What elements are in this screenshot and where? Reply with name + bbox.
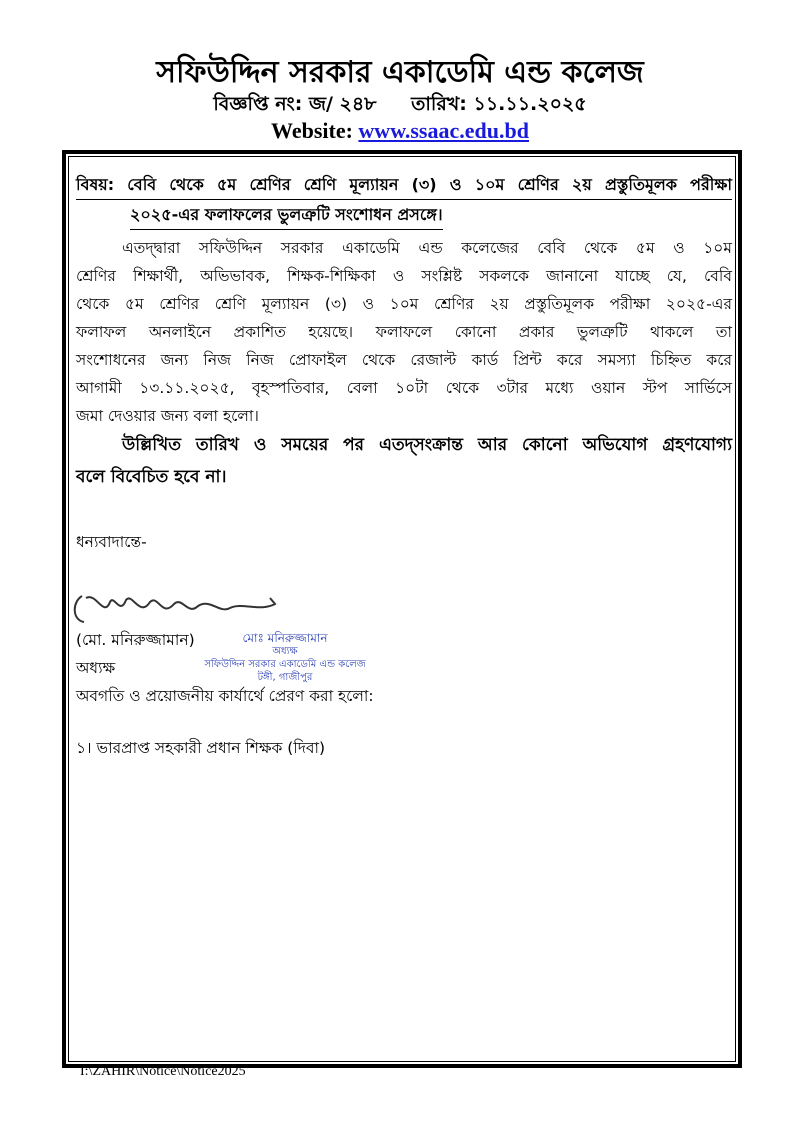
recipient-item: ১। ভারপ্রাপ্ত সহকারী প্রধান শিক্ষক (দিবা): [76, 739, 326, 757]
seal-name: মোঃ মনিরুজ্জামান: [242, 631, 328, 645]
warning-line: বলে বিবেচিত হবে না।: [76, 467, 227, 487]
signatory-designation: অধ্যক্ষ: [76, 659, 116, 677]
website-link[interactable]: www.ssaac.edu.bd: [358, 118, 529, 143]
body-line: জমা দেওয়ার জন্য বলা হলো।: [76, 407, 259, 425]
closing-thanks: ধন্যবাদান্তে-: [76, 533, 147, 551]
forwarding-note: অবগতি ও প্রয়োজনীয় কার্যার্থে প্রেরণ করা হলো:: [76, 687, 374, 705]
subject-line-2: ২০২৫-এর ফলাফলের ভুলত্রুটি সংশোধন প্রসঙ্গে।: [130, 202, 443, 230]
seal-title: অধ্যক্ষ: [272, 646, 298, 657]
notice-number: বিজ্ঞপ্তি নং: জ/ ২৪৮: [213, 93, 377, 115]
website-line: [0, 118, 800, 144]
body-line: ফলাফল অনলাইনে প্রকাশিত হয়েছে। ফলাফলে কোনো প্রকার ভুলত্রুটি থাকলে তা: [76, 323, 732, 341]
seal-institution: সফিউদ্দিন সরকার একাডেমি এন্ড কলেজ: [204, 659, 366, 670]
signature-image: [70, 588, 290, 628]
body-line: এতদ্দ্বারা সফিউদ্দিন সরকার একাডেমি এন্ড কলেজের বেবি থেকে ৫ম ও ১০ম: [122, 239, 732, 257]
notice-date: তারিখ: ১১.১১.২০২৫: [411, 93, 587, 115]
body-line: শ্রেণির শিক্ষার্থী, অভিভাবক, শিক্ষক-শিক্ষিকা ও সংশ্লিষ্ট সকলকে জানানো যাচ্ছে যে, বেবি: [76, 267, 732, 285]
subject-line-1: বিষয়: বেবি থেকে ৫ম শ্রেণির শ্রেণি মূল্যায়ন (৩) ও ১০ম শ্রেণির ২য় প্রস্তুতিমূলক পরীক্ষা: [76, 172, 732, 200]
warning-line: উল্লিখিত তারিখ ও সময়ের পর এতদ্সংক্রান্ত আর কোনো অভিযোগ গ্রহণযোগ্য: [122, 435, 732, 455]
body-line: আগামী ১৩.১১.২০২৫, বৃহস্পতিবার, বেলা ১০টা থেকে ৩টার মধ্যে ওয়ান স্টপ সার্ভিসে: [76, 379, 732, 397]
seal-location: টঙ্গী, গাজীপুর: [257, 672, 313, 683]
website-label: Website:: [271, 118, 353, 143]
official-seal: [175, 632, 395, 684]
body-line: থেকে ৫ম শ্রেণির শ্রেণি মূল্যায়ন (৩) ও ১০ম শ্রেণির ২য় প্রস্তুতিমূলক পরীক্ষা ২০২৫-এর: [76, 295, 732, 313]
file-path-footer: I:\ZAHIR\Notice\Notice2025: [80, 1064, 246, 1079]
institution-title: সফিউদ্দিন সরকার একাডেমি এন্ড কলেজ: [156, 55, 644, 90]
body-line: সংশোধনের জন্য নিজ নিজ প্রোফাইল থেকে রেজাল্ট কার্ড প্রিন্ট করে সমস্যা চিহ্নিত করে: [76, 351, 732, 369]
signatory-name: (মো. মনিরুজ্জামান): [76, 631, 195, 649]
